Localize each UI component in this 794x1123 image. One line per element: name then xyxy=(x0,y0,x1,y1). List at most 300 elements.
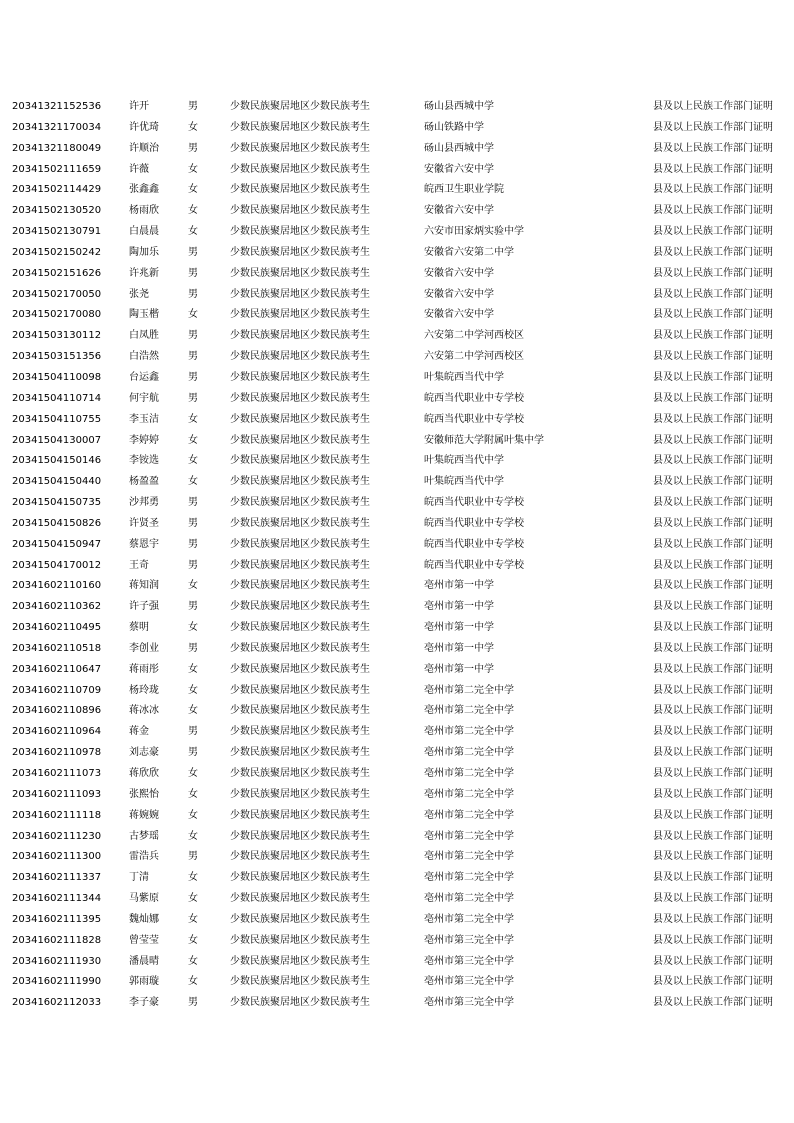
category-cell: 少数民族聚居地区少数民族考生 xyxy=(230,413,370,425)
candidate-name-cell: 杨玲珑 xyxy=(129,684,159,696)
table-row xyxy=(12,681,784,702)
candidate-id-cell: 20341504150146 xyxy=(12,455,102,467)
table-row xyxy=(12,785,784,806)
table-row xyxy=(12,160,784,181)
table-row xyxy=(12,201,784,222)
candidate-id-cell: 20341602111093 xyxy=(12,788,102,800)
category-cell: 少数民族聚居地区少数民族考生 xyxy=(230,642,370,654)
table-row xyxy=(12,243,784,264)
candidate-name-cell: 蒋婉婉 xyxy=(129,809,159,821)
table-row xyxy=(12,305,784,326)
table-row xyxy=(12,431,784,452)
proof-cell: 县及以上民族工作部门证明 xyxy=(653,663,773,675)
category-cell: 少数民族聚居地区少数民族考生 xyxy=(230,788,370,800)
candidate-name-cell: 许薇 xyxy=(129,163,149,175)
candidate-id-cell: 20341321180049 xyxy=(12,142,102,154)
school-cell: 亳州市第一中学 xyxy=(424,663,494,675)
proof-cell: 县及以上民族工作部门证明 xyxy=(653,267,773,279)
category-cell: 少数民族聚居地区少数民族考生 xyxy=(230,538,370,550)
category-cell: 少数民族聚居地区少数民族考生 xyxy=(230,851,370,863)
category-cell: 少数民族聚居地区少数民族考生 xyxy=(230,913,370,925)
proof-cell: 县及以上民族工作部门证明 xyxy=(653,351,773,363)
candidate-id-cell: 20341602112033 xyxy=(12,997,102,1009)
candidate-name-cell: 白浩然 xyxy=(129,351,159,363)
gender-cell: 女 xyxy=(188,309,198,321)
candidate-name-cell: 白凤胜 xyxy=(129,330,159,342)
proof-cell: 县及以上民族工作部门证明 xyxy=(653,913,773,925)
school-cell: 砀山县西城中学 xyxy=(424,101,494,112)
proof-cell: 县及以上民族工作部门证明 xyxy=(653,705,773,717)
school-cell: 皖西当代职业中专学校 xyxy=(424,392,524,404)
gender-cell: 男 xyxy=(188,538,198,550)
candidate-name-cell: 许开 xyxy=(129,101,149,112)
proof-cell: 县及以上民族工作部门证明 xyxy=(653,788,773,800)
category-cell: 少数民族聚居地区少数民族考生 xyxy=(230,246,370,258)
candidate-id-cell: 20341504150440 xyxy=(12,476,102,488)
candidate-name-cell: 白晨晨 xyxy=(129,226,159,238)
proof-cell: 县及以上民族工作部门证明 xyxy=(653,997,773,1009)
gender-cell: 女 xyxy=(188,163,198,175)
proof-cell: 县及以上民族工作部门证明 xyxy=(653,642,773,654)
category-cell: 少数民族聚居地区少数民族考生 xyxy=(230,830,370,842)
proof-cell: 县及以上民族工作部门证明 xyxy=(653,309,773,321)
candidate-name-cell: 张鑫鑫 xyxy=(129,184,159,196)
category-cell: 少数民族聚居地区少数民族考生 xyxy=(230,976,370,988)
proof-cell: 县及以上民族工作部门证明 xyxy=(653,601,773,613)
school-cell: 安徽省六安中学 xyxy=(424,205,494,217)
school-cell: 亳州市第三完全中学 xyxy=(424,997,514,1009)
table-row xyxy=(12,847,784,868)
category-cell: 少数民族聚居地区少数民族考生 xyxy=(230,497,370,509)
proof-cell: 县及以上民族工作部门证明 xyxy=(653,538,773,550)
category-cell: 少数民族聚居地区少数民族考生 xyxy=(230,893,370,905)
proof-cell: 县及以上民族工作部门证明 xyxy=(653,684,773,696)
category-cell: 少数民族聚居地区少数民族考生 xyxy=(230,330,370,342)
school-cell: 皖西卫生职业学院 xyxy=(424,184,504,196)
gender-cell: 男 xyxy=(188,288,198,300)
proof-cell: 县及以上民族工作部门证明 xyxy=(653,371,773,383)
proof-cell: 县及以上民族工作部门证明 xyxy=(653,580,773,592)
candidate-name-cell: 李创业 xyxy=(129,642,159,654)
school-cell: 皖西当代职业中专学校 xyxy=(424,559,524,571)
table-row xyxy=(12,618,784,639)
candidate-name-cell: 潘晨晴 xyxy=(129,955,159,967)
proof-cell: 县及以上民族工作部门证明 xyxy=(653,809,773,821)
table-row xyxy=(12,889,784,910)
gender-cell: 男 xyxy=(188,392,198,404)
school-cell: 皖西当代职业中专学校 xyxy=(424,497,524,509)
candidate-name-cell: 蔡恩宇 xyxy=(129,538,159,550)
candidate-name-cell: 蒋雨彤 xyxy=(129,663,159,675)
school-cell: 亳州市第二完全中学 xyxy=(424,830,514,842)
table-row xyxy=(12,222,784,243)
proof-cell: 县及以上民族工作部门证明 xyxy=(653,101,773,112)
gender-cell: 男 xyxy=(188,601,198,613)
table-row xyxy=(12,660,784,681)
candidate-id-cell: 20341602110709 xyxy=(12,684,102,696)
school-cell: 安徽省六安中学 xyxy=(424,163,494,175)
candidate-id-cell: 20341602110362 xyxy=(12,601,102,613)
category-cell: 少数民族聚居地区少数民族考生 xyxy=(230,434,370,446)
school-cell: 亳州市第三完全中学 xyxy=(424,934,514,946)
proof-cell: 县及以上民族工作部门证明 xyxy=(653,768,773,779)
proof-cell: 县及以上民族工作部门证明 xyxy=(653,226,773,238)
table-row xyxy=(12,97,784,118)
category-cell: 少数民族聚居地区少数民族考生 xyxy=(230,809,370,821)
gender-cell: 女 xyxy=(188,913,198,925)
gender-cell: 男 xyxy=(188,997,198,1009)
proof-cell: 县及以上民族工作部门证明 xyxy=(653,288,773,300)
candidate-id-cell: 20341602110160 xyxy=(12,580,102,592)
table-row xyxy=(12,180,784,201)
gender-cell: 男 xyxy=(188,246,198,258)
gender-cell: 女 xyxy=(188,830,198,842)
candidate-name-cell: 古梦瑶 xyxy=(129,830,159,842)
candidate-name-cell: 魏灿娜 xyxy=(129,913,159,925)
candidate-id-cell: 20341504150826 xyxy=(12,517,102,529)
gender-cell: 男 xyxy=(188,267,198,279)
school-cell: 亳州市第二完全中学 xyxy=(424,809,514,821)
school-cell: 亳州市第二完全中学 xyxy=(424,768,514,779)
school-cell: 亳州市第一中学 xyxy=(424,580,494,592)
proof-cell: 县及以上民族工作部门证明 xyxy=(653,830,773,842)
school-cell: 安徽师范大学附属叶集中学 xyxy=(424,434,544,446)
table-row xyxy=(12,952,784,973)
category-cell: 少数民族聚居地区少数民族考生 xyxy=(230,476,370,488)
candidate-id-cell: 20341602111118 xyxy=(12,809,102,821)
proof-cell: 县及以上民族工作部门证明 xyxy=(653,851,773,863)
table-row xyxy=(12,118,784,139)
gender-cell: 女 xyxy=(188,121,198,133)
category-cell: 少数民族聚居地区少数民族考生 xyxy=(230,288,370,300)
candidate-name-cell: 李铵选 xyxy=(129,455,159,467)
gender-cell: 男 xyxy=(188,371,198,383)
candidate-id-cell: 20341503151356 xyxy=(12,351,102,363)
table-row xyxy=(12,910,784,931)
category-cell: 少数民族聚居地区少数民族考生 xyxy=(230,747,370,759)
school-cell: 安徽省六安中学 xyxy=(424,288,494,300)
school-cell: 亳州市第三完全中学 xyxy=(424,976,514,988)
school-cell: 亳州市第二完全中学 xyxy=(424,705,514,717)
candidate-name-cell: 许子强 xyxy=(129,601,159,613)
category-cell: 少数民族聚居地区少数民族考生 xyxy=(230,184,370,196)
candidate-name-cell: 许兆新 xyxy=(129,267,159,279)
proof-cell: 县及以上民族工作部门证明 xyxy=(653,476,773,488)
candidate-id-cell: 20341502150242 xyxy=(12,246,102,258)
category-cell: 少数民族聚居地区少数民族考生 xyxy=(230,455,370,467)
table-row xyxy=(12,139,784,160)
candidate-id-cell: 20341602111300 xyxy=(12,851,102,863)
gender-cell: 女 xyxy=(188,872,198,884)
category-cell: 少数民族聚居地区少数民族考生 xyxy=(230,934,370,946)
gender-cell: 男 xyxy=(188,851,198,863)
gender-cell: 女 xyxy=(188,455,198,467)
gender-cell: 男 xyxy=(188,517,198,529)
candidate-name-cell: 陶玉楷 xyxy=(129,309,159,321)
table-row xyxy=(12,722,784,743)
school-cell: 六安市田家炳实验中学 xyxy=(424,226,524,238)
candidate-name-cell: 蒋欣欣 xyxy=(129,768,159,779)
candidate-id-cell: 20341502151626 xyxy=(12,267,102,279)
proof-cell: 县及以上民族工作部门证明 xyxy=(653,184,773,196)
category-cell: 少数民族聚居地区少数民族考生 xyxy=(230,768,370,779)
candidate-id-cell: 20341602110978 xyxy=(12,747,102,759)
candidate-name-cell: 许优琦 xyxy=(129,121,159,133)
proof-cell: 县及以上民族工作部门证明 xyxy=(653,726,773,738)
proof-cell: 县及以上民族工作部门证明 xyxy=(653,392,773,404)
gender-cell: 男 xyxy=(188,559,198,571)
candidate-id-cell: 20341504170012 xyxy=(12,559,102,571)
school-cell: 亳州市第一中学 xyxy=(424,601,494,613)
school-cell: 安徽省六安第二中学 xyxy=(424,246,514,258)
gender-cell: 女 xyxy=(188,788,198,800)
table-row xyxy=(12,701,784,722)
table-row xyxy=(12,493,784,514)
candidate-name-cell: 张熙怡 xyxy=(129,788,159,800)
category-cell: 少数民族聚居地区少数民族考生 xyxy=(230,872,370,884)
proof-cell: 县及以上民族工作部门证明 xyxy=(653,893,773,905)
candidate-id-cell: 20341602111395 xyxy=(12,913,102,925)
category-cell: 少数民族聚居地区少数民族考生 xyxy=(230,392,370,404)
category-cell: 少数民族聚居地区少数民族考生 xyxy=(230,517,370,529)
candidate-id-cell: 20341502130520 xyxy=(12,205,102,217)
gender-cell: 男 xyxy=(188,101,198,112)
table-row xyxy=(12,576,784,597)
category-cell: 少数民族聚居地区少数民族考生 xyxy=(230,622,370,634)
school-cell: 皖西当代职业中专学校 xyxy=(424,517,524,529)
proof-cell: 县及以上民族工作部门证明 xyxy=(653,163,773,175)
proof-cell: 县及以上民族工作部门证明 xyxy=(653,747,773,759)
candidate-id-cell: 20341502111659 xyxy=(12,163,102,175)
proof-cell: 县及以上民族工作部门证明 xyxy=(653,434,773,446)
proof-cell: 县及以上民族工作部门证明 xyxy=(653,622,773,634)
candidate-id-cell: 20341602110495 xyxy=(12,622,102,634)
school-cell: 叶集皖西当代中学 xyxy=(424,476,504,488)
table-row xyxy=(12,285,784,306)
category-cell: 少数民族聚居地区少数民族考生 xyxy=(230,684,370,696)
candidate-id-cell: 20341602110647 xyxy=(12,663,102,675)
school-cell: 亳州市第三完全中学 xyxy=(424,955,514,967)
table-row xyxy=(12,514,784,535)
table-row xyxy=(12,347,784,368)
gender-cell: 女 xyxy=(188,934,198,946)
candidate-name-cell: 马紫原 xyxy=(129,893,159,905)
school-cell: 亳州市第二完全中学 xyxy=(424,747,514,759)
category-cell: 少数民族聚居地区少数民族考生 xyxy=(230,309,370,321)
candidate-id-cell: 20341504130007 xyxy=(12,434,102,446)
table-row xyxy=(12,597,784,618)
table-row xyxy=(12,326,784,347)
candidate-name-cell: 曾莹莹 xyxy=(129,934,159,946)
candidate-id-cell: 20341504110098 xyxy=(12,371,102,383)
candidate-name-cell: 杨盈盈 xyxy=(129,476,159,488)
candidate-id-cell: 20341502170050 xyxy=(12,288,102,300)
gender-cell: 男 xyxy=(188,330,198,342)
table-row xyxy=(12,827,784,848)
table-row xyxy=(12,993,784,1014)
candidate-name-cell: 郭雨璇 xyxy=(129,976,159,988)
gender-cell: 女 xyxy=(188,976,198,988)
table-row xyxy=(12,535,784,556)
candidate-id-cell: 20341602111990 xyxy=(12,976,102,988)
candidate-id-cell: 20341602111337 xyxy=(12,872,102,884)
candidate-name-cell: 蒋知润 xyxy=(129,580,159,592)
candidate-name-cell: 李子豪 xyxy=(129,997,159,1009)
candidate-name-cell: 张尧 xyxy=(129,288,149,300)
proof-cell: 县及以上民族工作部门证明 xyxy=(653,205,773,217)
gender-cell: 女 xyxy=(188,663,198,675)
school-cell: 亳州市第一中学 xyxy=(424,622,494,634)
category-cell: 少数民族聚居地区少数民族考生 xyxy=(230,142,370,154)
table-row xyxy=(12,264,784,285)
gender-cell: 男 xyxy=(188,747,198,759)
school-cell: 叶集皖西当代中学 xyxy=(424,455,504,467)
proof-cell: 县及以上民族工作部门证明 xyxy=(653,142,773,154)
candidate-name-cell: 刘志豪 xyxy=(129,747,159,759)
category-cell: 少数民族聚居地区少数民族考生 xyxy=(230,580,370,592)
proof-cell: 县及以上民族工作部门证明 xyxy=(653,955,773,967)
candidate-name-cell: 何宇航 xyxy=(129,392,159,404)
table-row xyxy=(12,389,784,410)
candidate-id-cell: 20341602111230 xyxy=(12,830,102,842)
table-row xyxy=(12,639,784,660)
school-cell: 亳州市第一中学 xyxy=(424,642,494,654)
school-cell: 亳州市第二完全中学 xyxy=(424,893,514,905)
candidate-id-cell: 20341602111828 xyxy=(12,934,102,946)
category-cell: 少数民族聚居地区少数民族考生 xyxy=(230,226,370,238)
table-row xyxy=(12,743,784,764)
proof-cell: 县及以上民族工作部门证明 xyxy=(653,497,773,509)
school-cell: 六安第二中学河西校区 xyxy=(424,351,524,363)
category-cell: 少数民族聚居地区少数民族考生 xyxy=(230,663,370,675)
school-cell: 皖西当代职业中专学校 xyxy=(424,413,524,425)
candidate-name-cell: 蒋冰冰 xyxy=(129,705,159,717)
table-row xyxy=(12,868,784,889)
table-row xyxy=(12,806,784,827)
gender-cell: 女 xyxy=(188,413,198,425)
candidate-id-cell: 20341503130112 xyxy=(12,330,102,342)
category-cell: 少数民族聚居地区少数民族考生 xyxy=(230,955,370,967)
gender-cell: 男 xyxy=(188,642,198,654)
school-cell: 亳州市第二完全中学 xyxy=(424,684,514,696)
gender-cell: 女 xyxy=(188,205,198,217)
gender-cell: 女 xyxy=(188,768,198,779)
category-cell: 少数民族聚居地区少数民族考生 xyxy=(230,371,370,383)
candidate-id-cell: 20341602110964 xyxy=(12,726,102,738)
gender-cell: 女 xyxy=(188,580,198,592)
category-cell: 少数民族聚居地区少数民族考生 xyxy=(230,705,370,717)
school-cell: 皖西当代职业中专学校 xyxy=(424,538,524,550)
proof-cell: 县及以上民族工作部门证明 xyxy=(653,559,773,571)
candidate-name-cell: 丁清 xyxy=(129,872,149,884)
category-cell: 少数民族聚居地区少数民族考生 xyxy=(230,997,370,1009)
candidate-id-cell: 20341504110714 xyxy=(12,392,102,404)
candidate-name-cell: 蔡明 xyxy=(129,622,149,634)
table-row xyxy=(12,972,784,993)
candidate-name-cell: 许贤圣 xyxy=(129,517,159,529)
candidate-id-cell: 20341602111073 xyxy=(12,768,102,779)
gender-cell: 女 xyxy=(188,955,198,967)
school-cell: 砀山铁路中学 xyxy=(424,121,484,133)
school-cell: 亳州市第二完全中学 xyxy=(424,726,514,738)
proof-cell: 县及以上民族工作部门证明 xyxy=(653,517,773,529)
category-cell: 少数民族聚居地区少数民族考生 xyxy=(230,351,370,363)
gender-cell: 女 xyxy=(188,184,198,196)
category-cell: 少数民族聚居地区少数民族考生 xyxy=(230,163,370,175)
proof-cell: 县及以上民族工作部门证明 xyxy=(653,976,773,988)
gender-cell: 女 xyxy=(188,893,198,905)
candidate-id-cell: 20341321170034 xyxy=(12,121,102,133)
category-cell: 少数民族聚居地区少数民族考生 xyxy=(230,205,370,217)
candidate-id-cell: 20341502130791 xyxy=(12,226,102,238)
school-cell: 叶集皖西当代中学 xyxy=(424,371,504,383)
candidate-name-cell: 雷浩兵 xyxy=(129,851,159,863)
category-cell: 少数民族聚居地区少数民族考生 xyxy=(230,601,370,613)
proof-cell: 县及以上民族工作部门证明 xyxy=(653,121,773,133)
gender-cell: 男 xyxy=(188,726,198,738)
candidate-name-cell: 李婷婷 xyxy=(129,434,159,446)
category-cell: 少数民族聚居地区少数民族考生 xyxy=(230,101,370,112)
gender-cell: 女 xyxy=(188,434,198,446)
gender-cell: 女 xyxy=(188,809,198,821)
gender-cell: 女 xyxy=(188,705,198,717)
candidate-name-cell: 许顺治 xyxy=(129,142,159,154)
school-cell: 安徽省六安中学 xyxy=(424,267,494,279)
proof-cell: 县及以上民族工作部门证明 xyxy=(653,330,773,342)
candidate-table xyxy=(12,97,784,1014)
table-row xyxy=(12,410,784,431)
category-cell: 少数民族聚居地区少数民族考生 xyxy=(230,121,370,133)
candidate-id-cell: 20341602111930 xyxy=(12,955,102,967)
category-cell: 少数民族聚居地区少数民族考生 xyxy=(230,559,370,571)
gender-cell: 女 xyxy=(188,622,198,634)
school-cell: 亳州市第二完全中学 xyxy=(424,851,514,863)
proof-cell: 县及以上民族工作部门证明 xyxy=(653,455,773,467)
candidate-name-cell: 台运鑫 xyxy=(129,371,159,383)
gender-cell: 男 xyxy=(188,351,198,363)
proof-cell: 县及以上民族工作部门证明 xyxy=(653,934,773,946)
candidate-id-cell: 20341502170080 xyxy=(12,309,102,321)
gender-cell: 女 xyxy=(188,476,198,488)
school-cell: 砀山县西城中学 xyxy=(424,142,494,154)
school-cell: 安徽省六安中学 xyxy=(424,309,494,321)
candidate-id-cell: 20341602110518 xyxy=(12,642,102,654)
proof-cell: 县及以上民族工作部门证明 xyxy=(653,872,773,884)
candidate-name-cell: 王奇 xyxy=(129,559,149,571)
school-cell: 六安第二中学河西校区 xyxy=(424,330,524,342)
gender-cell: 男 xyxy=(188,497,198,509)
school-cell: 亳州市第二完全中学 xyxy=(424,788,514,800)
proof-cell: 县及以上民族工作部门证明 xyxy=(653,413,773,425)
candidate-id-cell: 20341504150947 xyxy=(12,538,102,550)
candidate-id-cell: 20341504110755 xyxy=(12,413,102,425)
table-row xyxy=(12,931,784,952)
proof-cell: 县及以上民族工作部门证明 xyxy=(653,246,773,258)
candidate-id-cell: 20341321152536 xyxy=(12,101,102,112)
school-cell: 亳州市第二完全中学 xyxy=(424,913,514,925)
gender-cell: 女 xyxy=(188,226,198,238)
candidate-name-cell: 陶加乐 xyxy=(129,246,159,258)
candidate-name-cell: 杨雨欣 xyxy=(129,205,159,217)
table-row xyxy=(12,764,784,785)
table-row xyxy=(12,451,784,472)
gender-cell: 女 xyxy=(188,684,198,696)
candidate-name-cell: 李玉洁 xyxy=(129,413,159,425)
table-row xyxy=(12,556,784,577)
school-cell: 亳州市第二完全中学 xyxy=(424,872,514,884)
category-cell: 少数民族聚居地区少数民族考生 xyxy=(230,726,370,738)
candidate-id-cell: 20341504150735 xyxy=(12,497,102,509)
